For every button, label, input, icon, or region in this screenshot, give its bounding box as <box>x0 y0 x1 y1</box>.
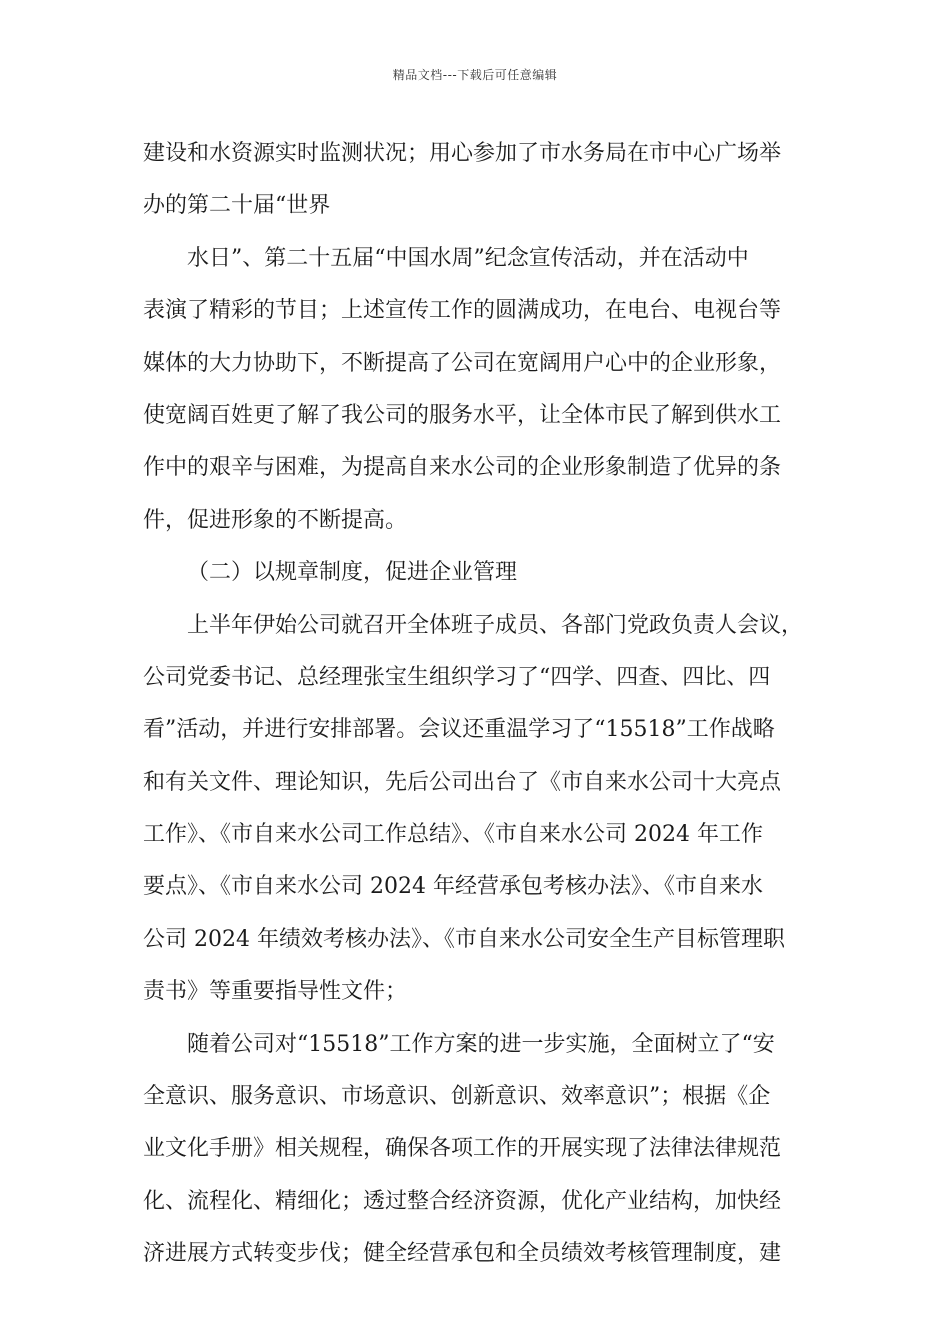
text-line: 公司党委书记、总经理张宝生组织学习了“四学、四查、四比、四 <box>143 664 771 690</box>
text-line: 看”活动，并进行安排部署。会议还重温学习了“15518”工作战略 <box>143 717 775 743</box>
text-line: 和有关文件、理论知识，先后公司出台了《市自来水公司十大亮点 <box>143 769 782 795</box>
text-line: 济进展方式转变步伐；健全经营承包和全员绩效考核管理制度，建 <box>143 1241 782 1267</box>
text-line: 公司 2024 年绩效考核办法》、《市自来水公司安全生产目标管理职 <box>143 926 785 952</box>
text-line: 工作》、《市自来水公司工作总结》、《市自来水公司 2024 年工作 <box>143 822 763 848</box>
text-line: 媒体的大力协助下，不断提高了公司在宽阔用户心中的企业形象， <box>143 350 782 376</box>
text-line: 表演了精彩的节目；上述宣传工作的圆满成功，在电台、电视台等 <box>143 298 782 324</box>
text-line: 业文化手册》相关规程，确保各项工作的开展实现了法律法律规范 <box>143 1136 782 1162</box>
document-body <box>143 128 811 1281</box>
text-line: 要点》、《市自来水公司 2024 年经营承包考核办法》、《市自来水 <box>143 874 763 900</box>
section-heading: （二）以规章制度，促进企业管理 <box>187 560 518 586</box>
paragraph-start-line: 水日”、第二十五届“中国水周”纪念宣传活动，并在活动中 <box>187 245 749 271</box>
text-line: 作中的艰辛与困难，为提高自来水公司的企业形象制造了优异的条 <box>143 455 782 481</box>
text-line: 使宽阔百姓更了解了我公司的服务水平，让全体市民了解到供水工 <box>143 402 782 428</box>
page-header: 精品文档---下载后可任意编辑 <box>392 68 558 82</box>
text-line: 全意识、服务意识、市场意识、创新意识、效率意识”；根据《企 <box>143 1084 771 1110</box>
paragraph-start-line: 随着公司对“15518”工作方案的进一步实施，全面树立了“安 <box>187 1031 775 1057</box>
text-line: 建设和水资源实时监测状况；用心参加了市水务局在市中心广场举 <box>143 141 782 166</box>
text-line: 责书》等重要指导性文件； <box>143 979 408 1005</box>
text-line: 办的第二十届“世界 <box>143 193 331 219</box>
paragraph-start-line: 上半年伊始公司就召开全体班子成员、各部门党政负责人会议， <box>187 612 804 638</box>
text-line: 化、流程化、精细化；透过整合经济资源，优化产业结构，加快经 <box>143 1188 782 1214</box>
text-line: 件，促进形象的不断提高。 <box>143 507 408 533</box>
